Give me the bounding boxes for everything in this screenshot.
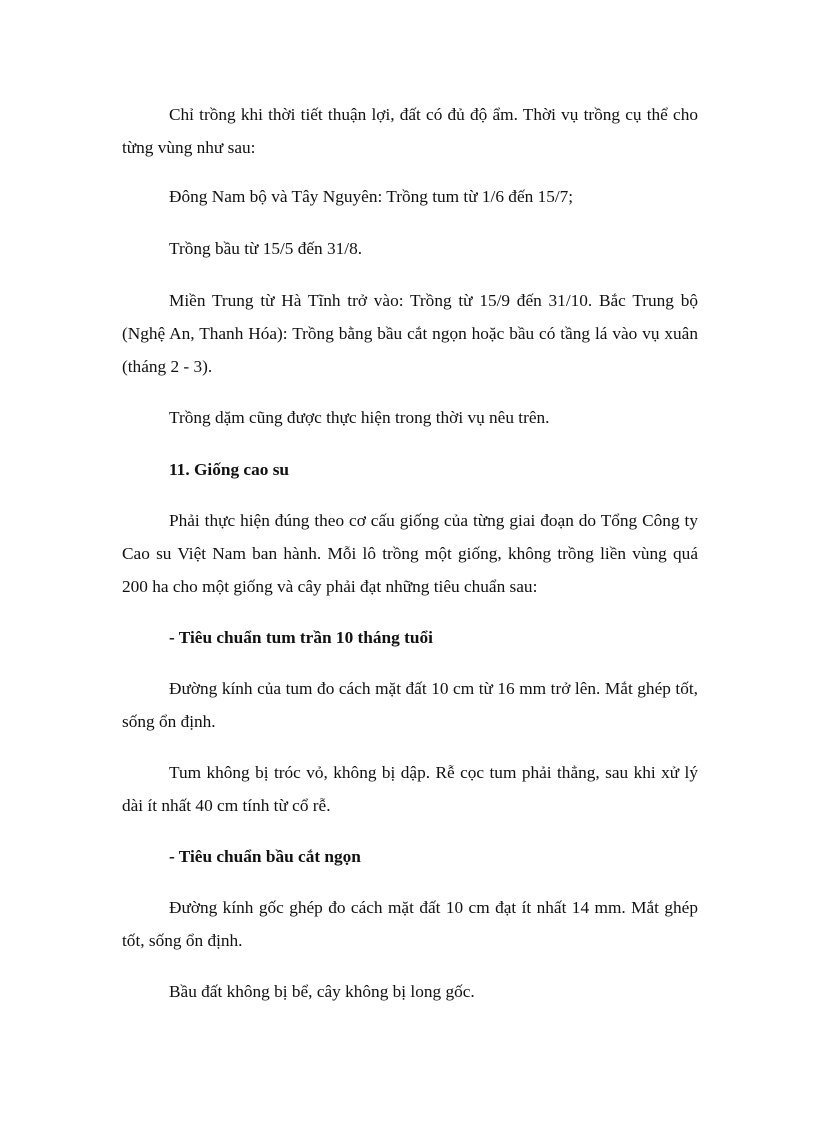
paragraph-replanting: Trồng dặm cũng được thực hiện trong thời vụ nêu trên.: [169, 408, 550, 427]
subheading-bare-stump-standard: - Tiêu chuẩn tum trần 10 tháng tuổi: [169, 628, 433, 647]
paragraph-planting-conditions: Chỉ trồng khi thời tiết thuận lợi, đất có đủ độ ẩm. Thời vụ trồng cụ thể cho từng vùng như sau:: [122, 105, 698, 157]
paragraph-soil-pot-condition: Bầu đất không bị bể, cây không bị long gốc.: [169, 982, 475, 1001]
paragraph-stump-diameter: Đường kính của tum đo cách mặt đất 10 cm từ 16 mm trở lên. Mắt ghép tốt, sống ổn định.: [122, 679, 698, 731]
paragraph-pot-planting: Trồng bầu từ 15/5 đến 31/8.: [169, 239, 363, 258]
paragraph-variety-structure: Phải thực hiện đúng theo cơ cấu giống của từng giai đoạn do Tổng Công ty Cao su Việt Nam ban hành. Mỗi lô trồng một giống, không trồng liền vùng quá 200 ha cho một giống và cây phải đạt những tiêu chuẩn sau:: [122, 511, 698, 596]
subheading-cut-pot-standard: - Tiêu chuẩn bầu cắt ngọn: [169, 847, 361, 866]
paragraph-central-region: Miền Trung từ Hà Tĩnh trở vào: Trồng từ 15/9 đến 31/10. Bắc Trung bộ (Nghệ An, Thanh Hóa): Trồng bằng bầu cắt ngọn hoặc bầu có tầng lá vào vụ xuân (tháng 2 - 3).: [122, 291, 698, 376]
paragraph-rootstock-diameter: Đường kính gốc ghép đo cách mặt đất 10 cm đạt ít nhất 14 mm. Mắt ghép tốt, sống ổn định.: [122, 898, 698, 950]
paragraph-southeast-highlands: Đông Nam bộ và Tây Nguyên: Trồng tum từ 1/6 đến 15/7;: [169, 187, 574, 206]
paragraph-stump-condition: Tum không bị tróc vỏ, không bị dập. Rễ cọc tum phải thẳng, sau khi xử lý dài ít nhất 40 cm tính từ cổ rễ.: [122, 763, 698, 815]
section-heading-rubber-varieties: 11. Giống cao su: [169, 460, 290, 479]
